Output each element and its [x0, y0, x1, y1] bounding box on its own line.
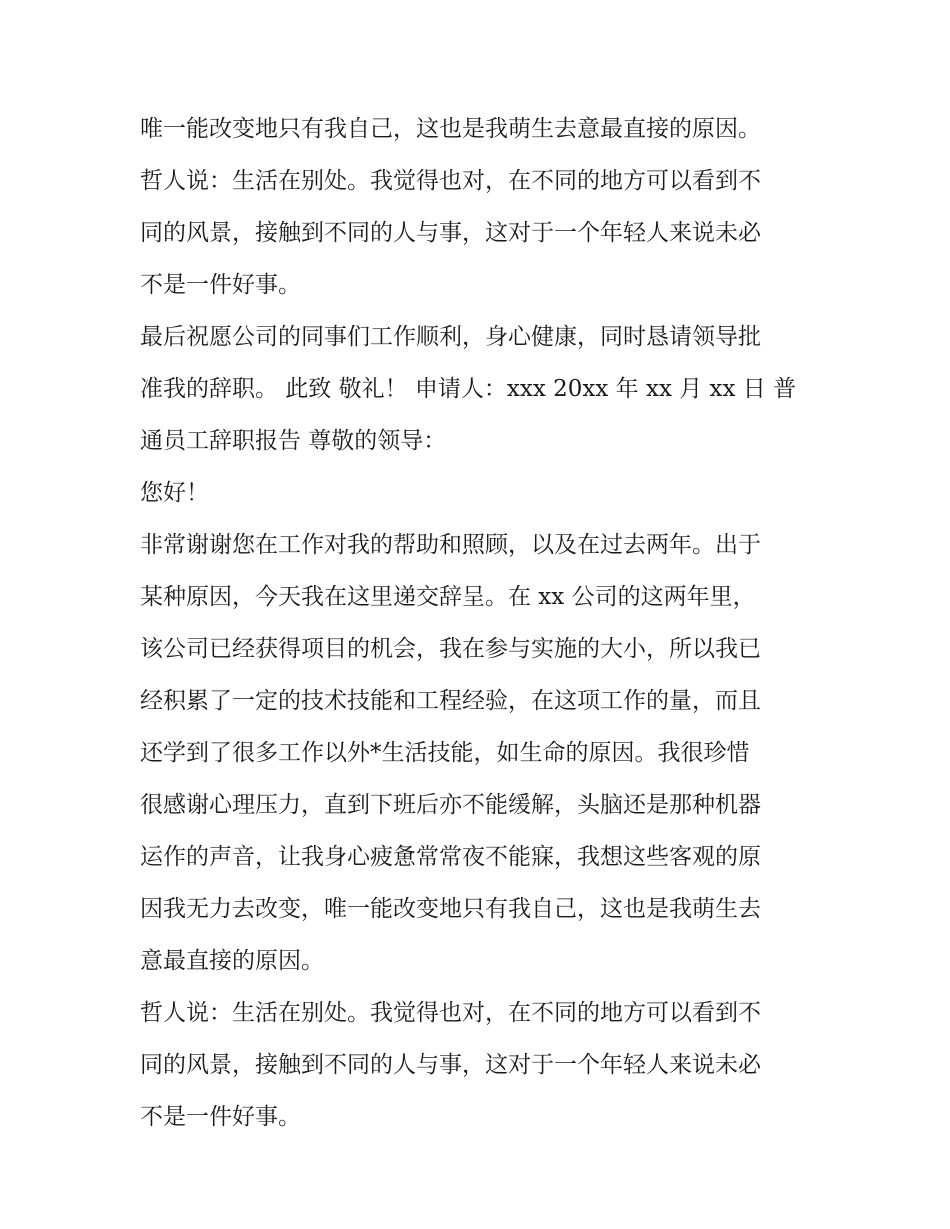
- text-line: 不是一件好事。: [140, 1104, 301, 1130]
- text-line: 很感谢心理压力，直到下班后亦不能缓解，头脑还是那种机器: [140, 792, 761, 818]
- text-line: 同的风景，接触到不同的人与事，这对于一个年轻人来说未必: [140, 1052, 761, 1078]
- text-line: 哲人说：生活在别处。我觉得也对，在不同的地方可以看到不: [140, 168, 761, 194]
- text-line: 哲人说：生活在别处。我觉得也对，在不同的地方可以看到不: [140, 1000, 761, 1026]
- text-line: 还学到了很多工作以外*生活技能，如生命的原因。我很珍惜: [140, 740, 750, 766]
- text-line: 唯一能改变地只有我自己，这也是我萌生去意最直接的原因。: [140, 116, 761, 142]
- text-line: 非常谢谢您在工作对我的帮助和照顾，以及在过去两年。出于: [140, 532, 761, 558]
- text-line: 最后祝愿公司的同事们工作顺利，身心健康，同时恳请领导批: [140, 324, 761, 350]
- text-line: 同的风景，接触到不同的人与事，这对于一个年轻人来说未必: [140, 220, 761, 246]
- text-line: 经积累了一定的技术技能和工程经验，在这项工作的量，而且: [140, 688, 761, 714]
- text-line: 该公司已经获得项目的机会，我在参与实施的大小，所以我已: [140, 636, 761, 662]
- text-line: 不是一件好事。: [140, 272, 301, 298]
- text-line: 准我的辞职。 此致 敬礼！ 申请人：xxx 20xx 年 xx 月 xx 日 普: [140, 376, 797, 402]
- text-line: 通员工辞职报告 尊敬的领导：: [140, 428, 447, 454]
- text-line: 因我无力去改变，唯一能改变地只有我自己，这也是我萌生去: [140, 896, 761, 922]
- text-line: 某种原因，今天我在这里递交辞呈。在 xx 公司的这两年里，: [140, 584, 756, 610]
- text-line: 您好！: [140, 480, 209, 506]
- document-body: [140, 103, 820, 1143]
- text-line: 运作的声音，让我身心疲惫常常夜不能寐，我想这些客观的原: [140, 844, 761, 870]
- text-line: 意最直接的原因。: [140, 948, 324, 974]
